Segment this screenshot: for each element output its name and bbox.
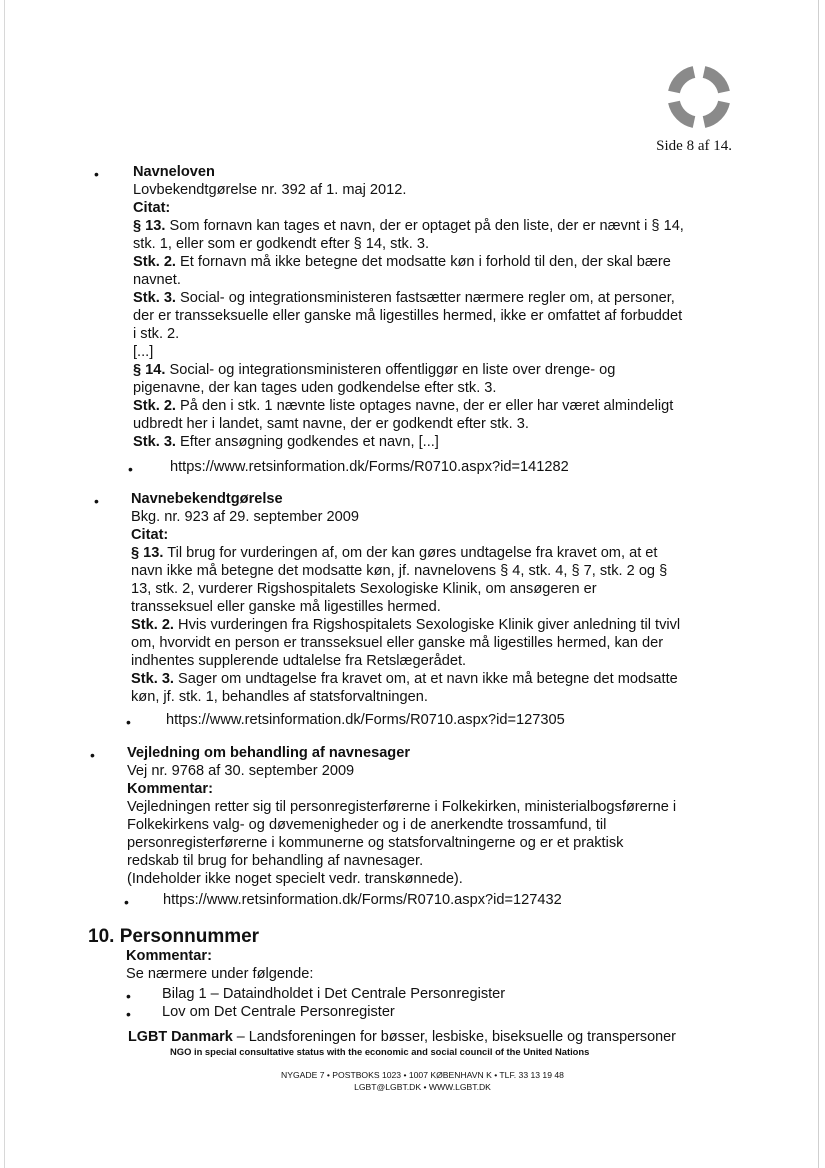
list-item: Lov om Det Centrale Personregister <box>162 1004 395 1020</box>
paragraph-line: Folkekirkens valg- og døvemenigheder og i de anerkendte trossamfund, til <box>127 817 607 833</box>
paragraph: Stk. 3. Social- og integrationsministeren fastsætter nærmere regler om, at personer, <box>133 290 675 306</box>
section-navnebekendtgorelse <box>131 490 680 706</box>
section-title: Navnebekendtgørelse <box>131 491 283 507</box>
list-item: Bilag 1 – Dataindholdet i Det Centrale Personregister <box>162 986 506 1002</box>
reference-link[interactable]: https://www.retsinformation.dk/Forms/R0710.aspx?id=127305 <box>166 712 565 728</box>
paragraph: § 14. Social- og integrationsministeren offentliggør en liste over drenge- og <box>133 362 616 378</box>
scan-edge-left <box>4 0 5 1168</box>
paragraph: Stk. 2. Hvis vurderingen fra Rigshospitalets Sexologiske Klinik giver anledning til tvivl <box>131 617 681 633</box>
ellipsis: [...] <box>133 344 154 360</box>
paragraph-line: transseksuel eller ganske må ligestilles hermed. <box>131 599 441 615</box>
paragraph-line: indhentes supplerende udtalelse fra Retslægerådet. <box>131 653 467 669</box>
paragraph: § 13. Som fornavn kan tages et navn, der er optaget på den liste, der er nævnt i § 14, <box>133 218 684 234</box>
intro-text: Se nærmere under følgende: <box>126 966 314 982</box>
paragraph-line: pigenavne, der kan tages uden godkendelse efter stk. 3. <box>133 380 497 396</box>
paragraph-line: der er transseksuelle eller ganske må ligestilles hermed, ikke er omfattet af forbuddet <box>133 308 683 324</box>
section-subtitle: Vej nr. 9768 af 30. september 2009 <box>127 763 355 779</box>
footer-contact: LGBT@LGBT.DK • WWW.LGBT.DK <box>354 1082 491 1092</box>
organization-logo-icon <box>664 62 734 132</box>
bullet: • <box>94 166 99 182</box>
paragraph-line: køn, jf. stk. 1, behandles af statsforvaltningen. <box>131 689 428 705</box>
reference-link[interactable]: https://www.retsinformation.dk/Forms/R0710.aspx?id=127432 <box>163 892 562 908</box>
paragraph: § 13. Til brug for vurderingen af, om der kan gøres undtagelse fra kravet om, at et <box>131 545 658 561</box>
page-number: Side 8 af 14. <box>656 138 732 154</box>
section-title: Vejledning om behandling af navnesager <box>127 745 411 761</box>
section-label: Citat: <box>131 527 169 543</box>
paragraph-line: (Indeholder ikke noget specielt vedr. transkønnede). <box>127 871 463 887</box>
section-subtitle: Bkg. nr. 923 af 29. september 2009 <box>131 509 359 525</box>
bullet: • <box>124 894 129 910</box>
paragraph-line: i stk. 2. <box>133 326 180 342</box>
bullet: • <box>128 461 133 477</box>
scan-edge-right <box>818 0 819 1168</box>
reference-link[interactable]: https://www.retsinformation.dk/Forms/R0710.aspx?id=141282 <box>170 459 569 475</box>
section-navneloven <box>133 163 684 451</box>
bullet: • <box>126 714 131 730</box>
paragraph: Stk. 3. Sager om undtagelse fra kravet om, at et navn ikke må betegne det modsatte <box>131 671 678 687</box>
bullet: • <box>94 493 99 509</box>
footer-organization: LGBT Danmark – Landsforeningen for bøsser, lesbiske, biseksuelle og transpersoner <box>128 1029 676 1045</box>
section-label: Citat: <box>133 200 171 216</box>
paragraph-line: om, hvorvidt en person er transseksuel eller ganske må ligestilles hermed, kan der <box>131 635 664 651</box>
paragraph-line: navn ikke må betegne det modsatte køn, jf. navnelovens § 4, stk. 4, § 7, stk. 2 og § <box>131 563 668 579</box>
section-subtitle: Lovbekendtgørelse nr. 392 af 1. maj 2012. <box>133 182 407 198</box>
paragraph-line: personregisterførerne i kommunerne og statsforvaltningerne og er et praktisk <box>127 835 624 851</box>
personnummer-body <box>126 947 313 983</box>
footer-address: NYGADE 7 • POSTBOKS 1023 • 1007 KØBENHAVN K • TLF. 33 13 19 48 <box>281 1070 564 1080</box>
paragraph-line: 13, stk. 2, vurderer Rigshospitalets Sexologiske Klinik, om ansøgeren er <box>131 581 597 597</box>
paragraph: Stk. 2. På den i stk. 1 nævnte liste optages navne, der er eller har været almindeligt <box>133 398 674 414</box>
footer-ngo-status: NGO in special consultative status with the economic and social council of the United Nations <box>170 1046 590 1057</box>
bullet: • <box>90 747 95 763</box>
paragraph: Stk. 3. Efter ansøgning godkendes et navn, [...] <box>133 434 439 450</box>
section-title: Navneloven <box>133 164 215 180</box>
bullet: • <box>126 988 131 1004</box>
paragraph-line: redskab til brug for behandling af navnesager. <box>127 853 424 869</box>
bullet: • <box>126 1006 131 1022</box>
section-vejledning <box>127 744 676 888</box>
paragraph-line: navnet. <box>133 272 181 288</box>
section-heading-personnummer: 10. Personnummer <box>88 926 260 947</box>
paragraph-line: Vejledningen retter sig til personregisterførerne i Folkekirken, ministerialbogsførerne i <box>127 799 677 815</box>
paragraph-line: stk. 1, eller som er godkendt efter § 14, stk. 3. <box>133 236 430 252</box>
paragraph: Stk. 2. Et fornavn må ikke betegne det modsatte køn i forhold til den, der skal bære <box>133 254 671 270</box>
section-label: Kommentar: <box>127 781 213 797</box>
section-label: Kommentar: <box>126 948 212 964</box>
paragraph-line: udbredt her i landet, samt navne, der er godkendt efter stk. 3. <box>133 416 529 432</box>
